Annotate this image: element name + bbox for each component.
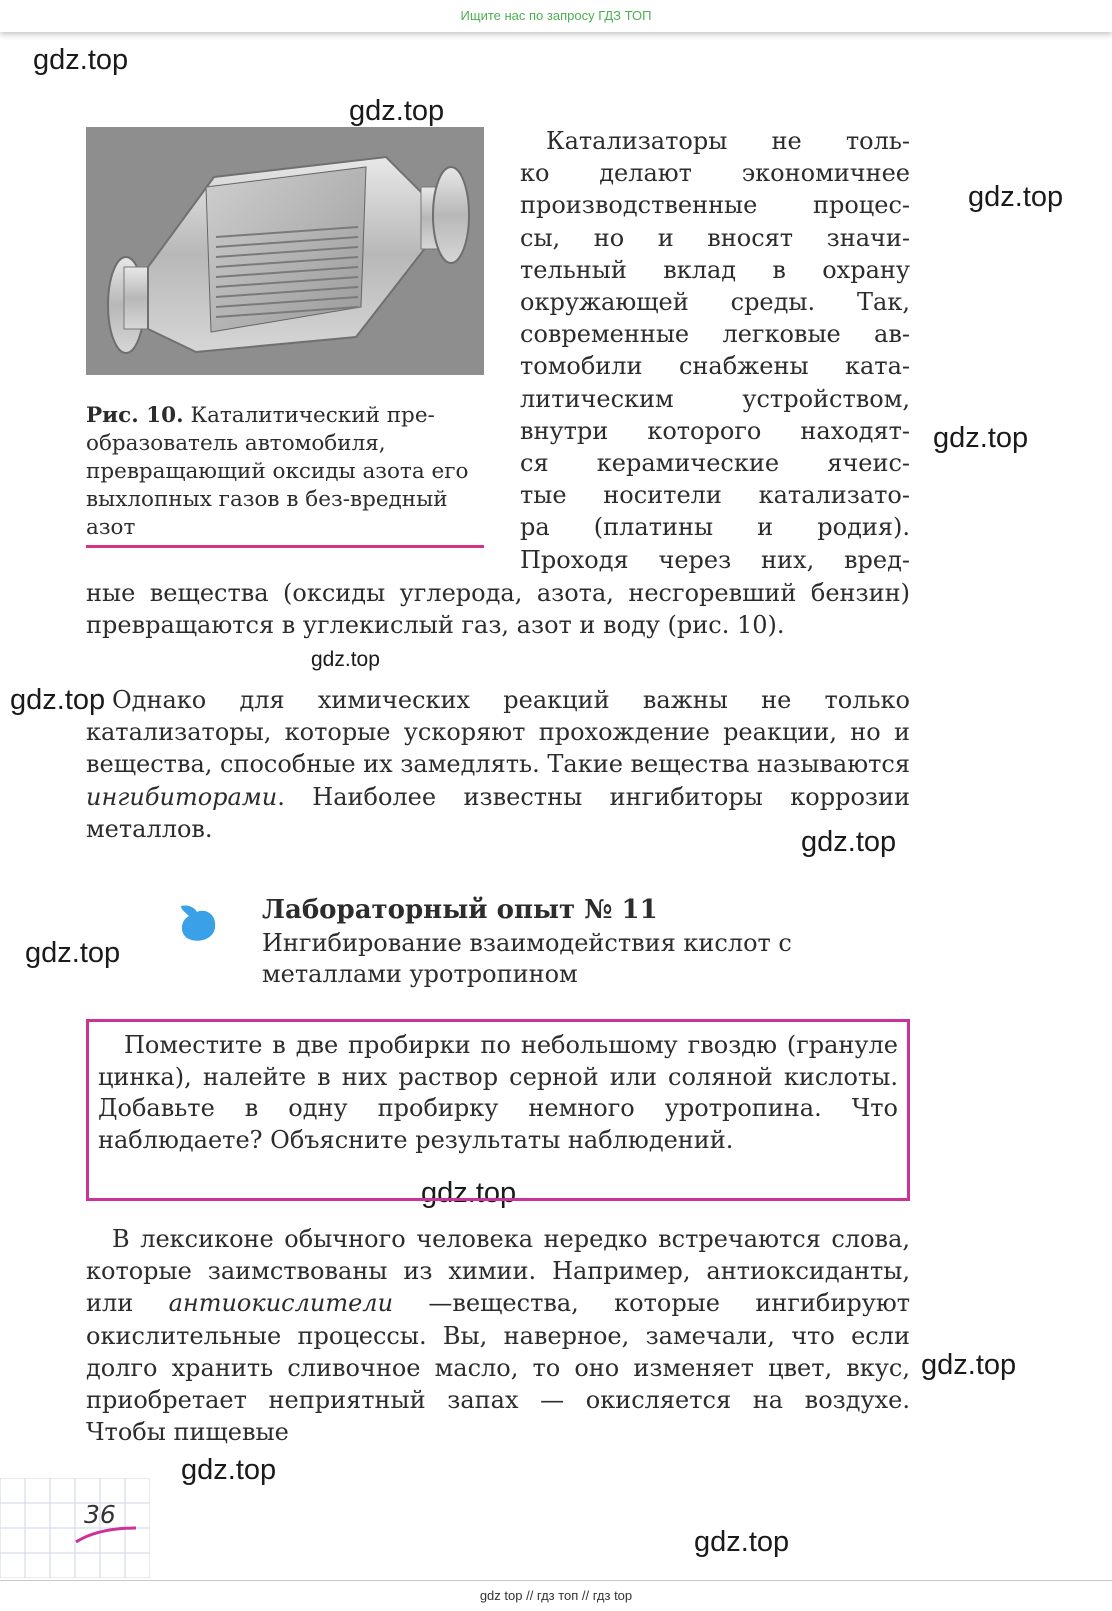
page-corner-grid (0, 1478, 150, 1578)
paragraph-catalysts-line: современные легковые ав- (520, 320, 910, 349)
paragraph-catalysts-line: сы, но и вносят значи- (520, 223, 910, 252)
watermark: gdz.top (349, 95, 445, 127)
paragraph-catalysts-line: Проходя через них, вред- (520, 545, 910, 574)
paragraph-catalysts-line: ся керамические ячеис- (520, 449, 910, 478)
figure-caption-label: Рис. 10. (86, 403, 184, 428)
lab-instructions (98, 1030, 898, 1156)
paragraph-catalysts-line: тые носители катализато- (520, 481, 910, 510)
catalytic-converter-illustration (86, 127, 484, 375)
caption-underline (86, 545, 484, 548)
watermark: gdz.top (801, 826, 897, 858)
watermark: gdz.top (10, 684, 106, 716)
figure-caption-text: Каталитический пре-образователь автомобиля, превращающий оксиды азота его выхлопных газов в без-вредный азот (86, 403, 469, 540)
watermark: gdz.top (181, 1454, 277, 1486)
watermark: gdz.top (421, 1177, 517, 1209)
watermark: gdz.top (33, 44, 129, 76)
lab-subtitle: Ингибирование взаимодействия кислот с металлами уротропином (262, 929, 792, 988)
flask-drop-icon (177, 900, 221, 944)
paragraph-catalysts-line: внутри которого находят- (520, 416, 910, 445)
lab-title: Лабораторный опыт № 11 (262, 895, 658, 925)
watermark: gdz.top (25, 937, 121, 969)
top-banner[interactable]: Ищите нас по запросу ГДЗ ТОП (0, 0, 1112, 32)
watermark: gdz.top (933, 422, 1029, 454)
page-number: 36 (84, 1500, 116, 1529)
term-antioxidants: антиокислители (168, 1289, 394, 1318)
lab-experiment-icon (177, 900, 221, 948)
paragraph-inhibitors-start: Однако для химических реакций важны не только катализаторы, которые ускоряют прохождение реакции, но и вещества, способные их замедлять. Такие вещества называются (86, 686, 910, 779)
paragraph-catalysts-line: томобили снабжены ката- (520, 352, 910, 381)
paragraph-catalysts-line: Катализаторы не толь- (546, 127, 910, 155)
footer-links[interactable]: gdz top // гдз топ // гдз top (0, 1580, 1112, 1611)
paragraph-antioxidants-end: —вещества, которые ингибируют окислительные процессы. Вы, наверное, замечали, что если долго хранить сливочное масло, то оно изменяет цвет, вкус, приобретает неприятный запах — окисляется на воздухе. Чтобы пищевые (86, 1289, 910, 1447)
watermark: gdz.top (311, 648, 380, 671)
term-inhibitors: ингибиторами (86, 782, 278, 811)
paragraph-catalysts-line: литическим устройством, (520, 384, 910, 413)
paragraph-catalysts-line: ко делают экономичнее (520, 159, 910, 188)
paragraph-inhibitors (86, 684, 910, 845)
watermark: gdz.top (694, 1526, 790, 1558)
catalytic-converter-photo (86, 127, 484, 375)
paragraph-catalysts-line: тельный вклад в охрану (520, 255, 910, 284)
paragraph-antioxidants-start: В лексиконе обычного человека нередко встречаются слова, которые заимствованы из химии. Например, антиоксиданты, или (86, 1225, 910, 1318)
paragraph-catalysts-line: окружающей среды. Так, (520, 288, 910, 317)
watermark: gdz.top (921, 1349, 1017, 1381)
paragraph-antioxidants (86, 1223, 910, 1448)
paragraph-catalysts-line: производственные процес- (520, 191, 910, 220)
paragraph-catalysts-tail: ные вещества (оксиды углерода, азота, несгоревший бензин) превращаются в углекислый газ, азот и воду (рис. 10). (86, 579, 910, 640)
lab-instructions-text: Поместите в две пробирки по небольшому гвоздю (грануле цинка), налейте в них раствор серной или соляной кислоты. Добавьте в одну пробирку немного уротропина. Что наблюдаете? Объясните результаты наблюдений. (98, 1031, 898, 1154)
paragraph-catalysts-column (520, 125, 910, 576)
watermark: gdz.top (968, 181, 1064, 213)
paragraph-catalysts-line: ра (платины и родия). (520, 513, 910, 542)
paragraph-inhibitors-end: . Наиболее известны ингибиторы коррозии металлов. (86, 782, 910, 843)
figure-caption (86, 402, 484, 542)
